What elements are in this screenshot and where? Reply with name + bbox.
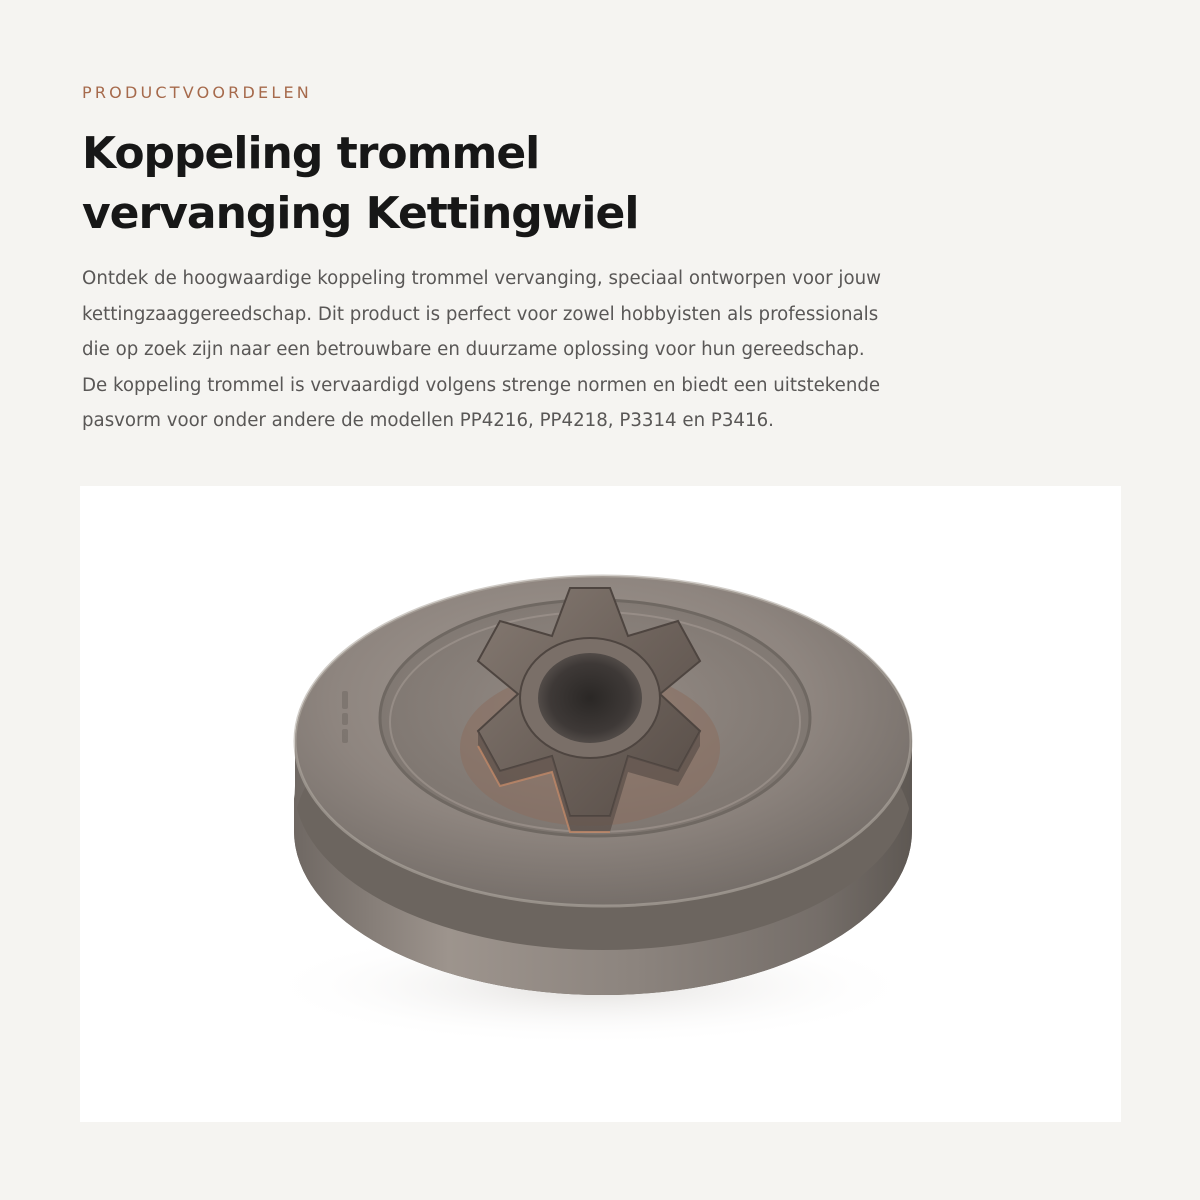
product-photo [80,486,1121,1122]
section-eyebrow: PRODUCTVOORDELEN [82,83,312,102]
page-title [82,124,638,244]
title-line-2: vervanging Kettingwiel [82,188,639,239]
description-line-3: die op zoek zijn naar een betrouwbare en duurzame oplossing voor hun gereedschap. [82,339,865,360]
description-line-1: Ontdek de hoogwaardige koppeling trommel vervanging, speciaal ontworpen voor jouw [82,268,881,289]
description-line-2: kettingzaaggereedschap. Dit product is perfect voor zowel hobbyisten als professionals [82,303,879,325]
product-description [82,261,1122,439]
center-bore [538,653,642,743]
title-line-1: Koppeling trommel [82,128,540,179]
description-line-4: De koppeling trommel is vervaardigd volgens strenge normen en biedt een uitstekende [82,374,881,396]
clutch-drum-image [80,486,1121,1122]
description-line-5: pasvorm voor onder andere de modellen PP4216, PP4218, P3314 en P3416. [82,410,774,431]
